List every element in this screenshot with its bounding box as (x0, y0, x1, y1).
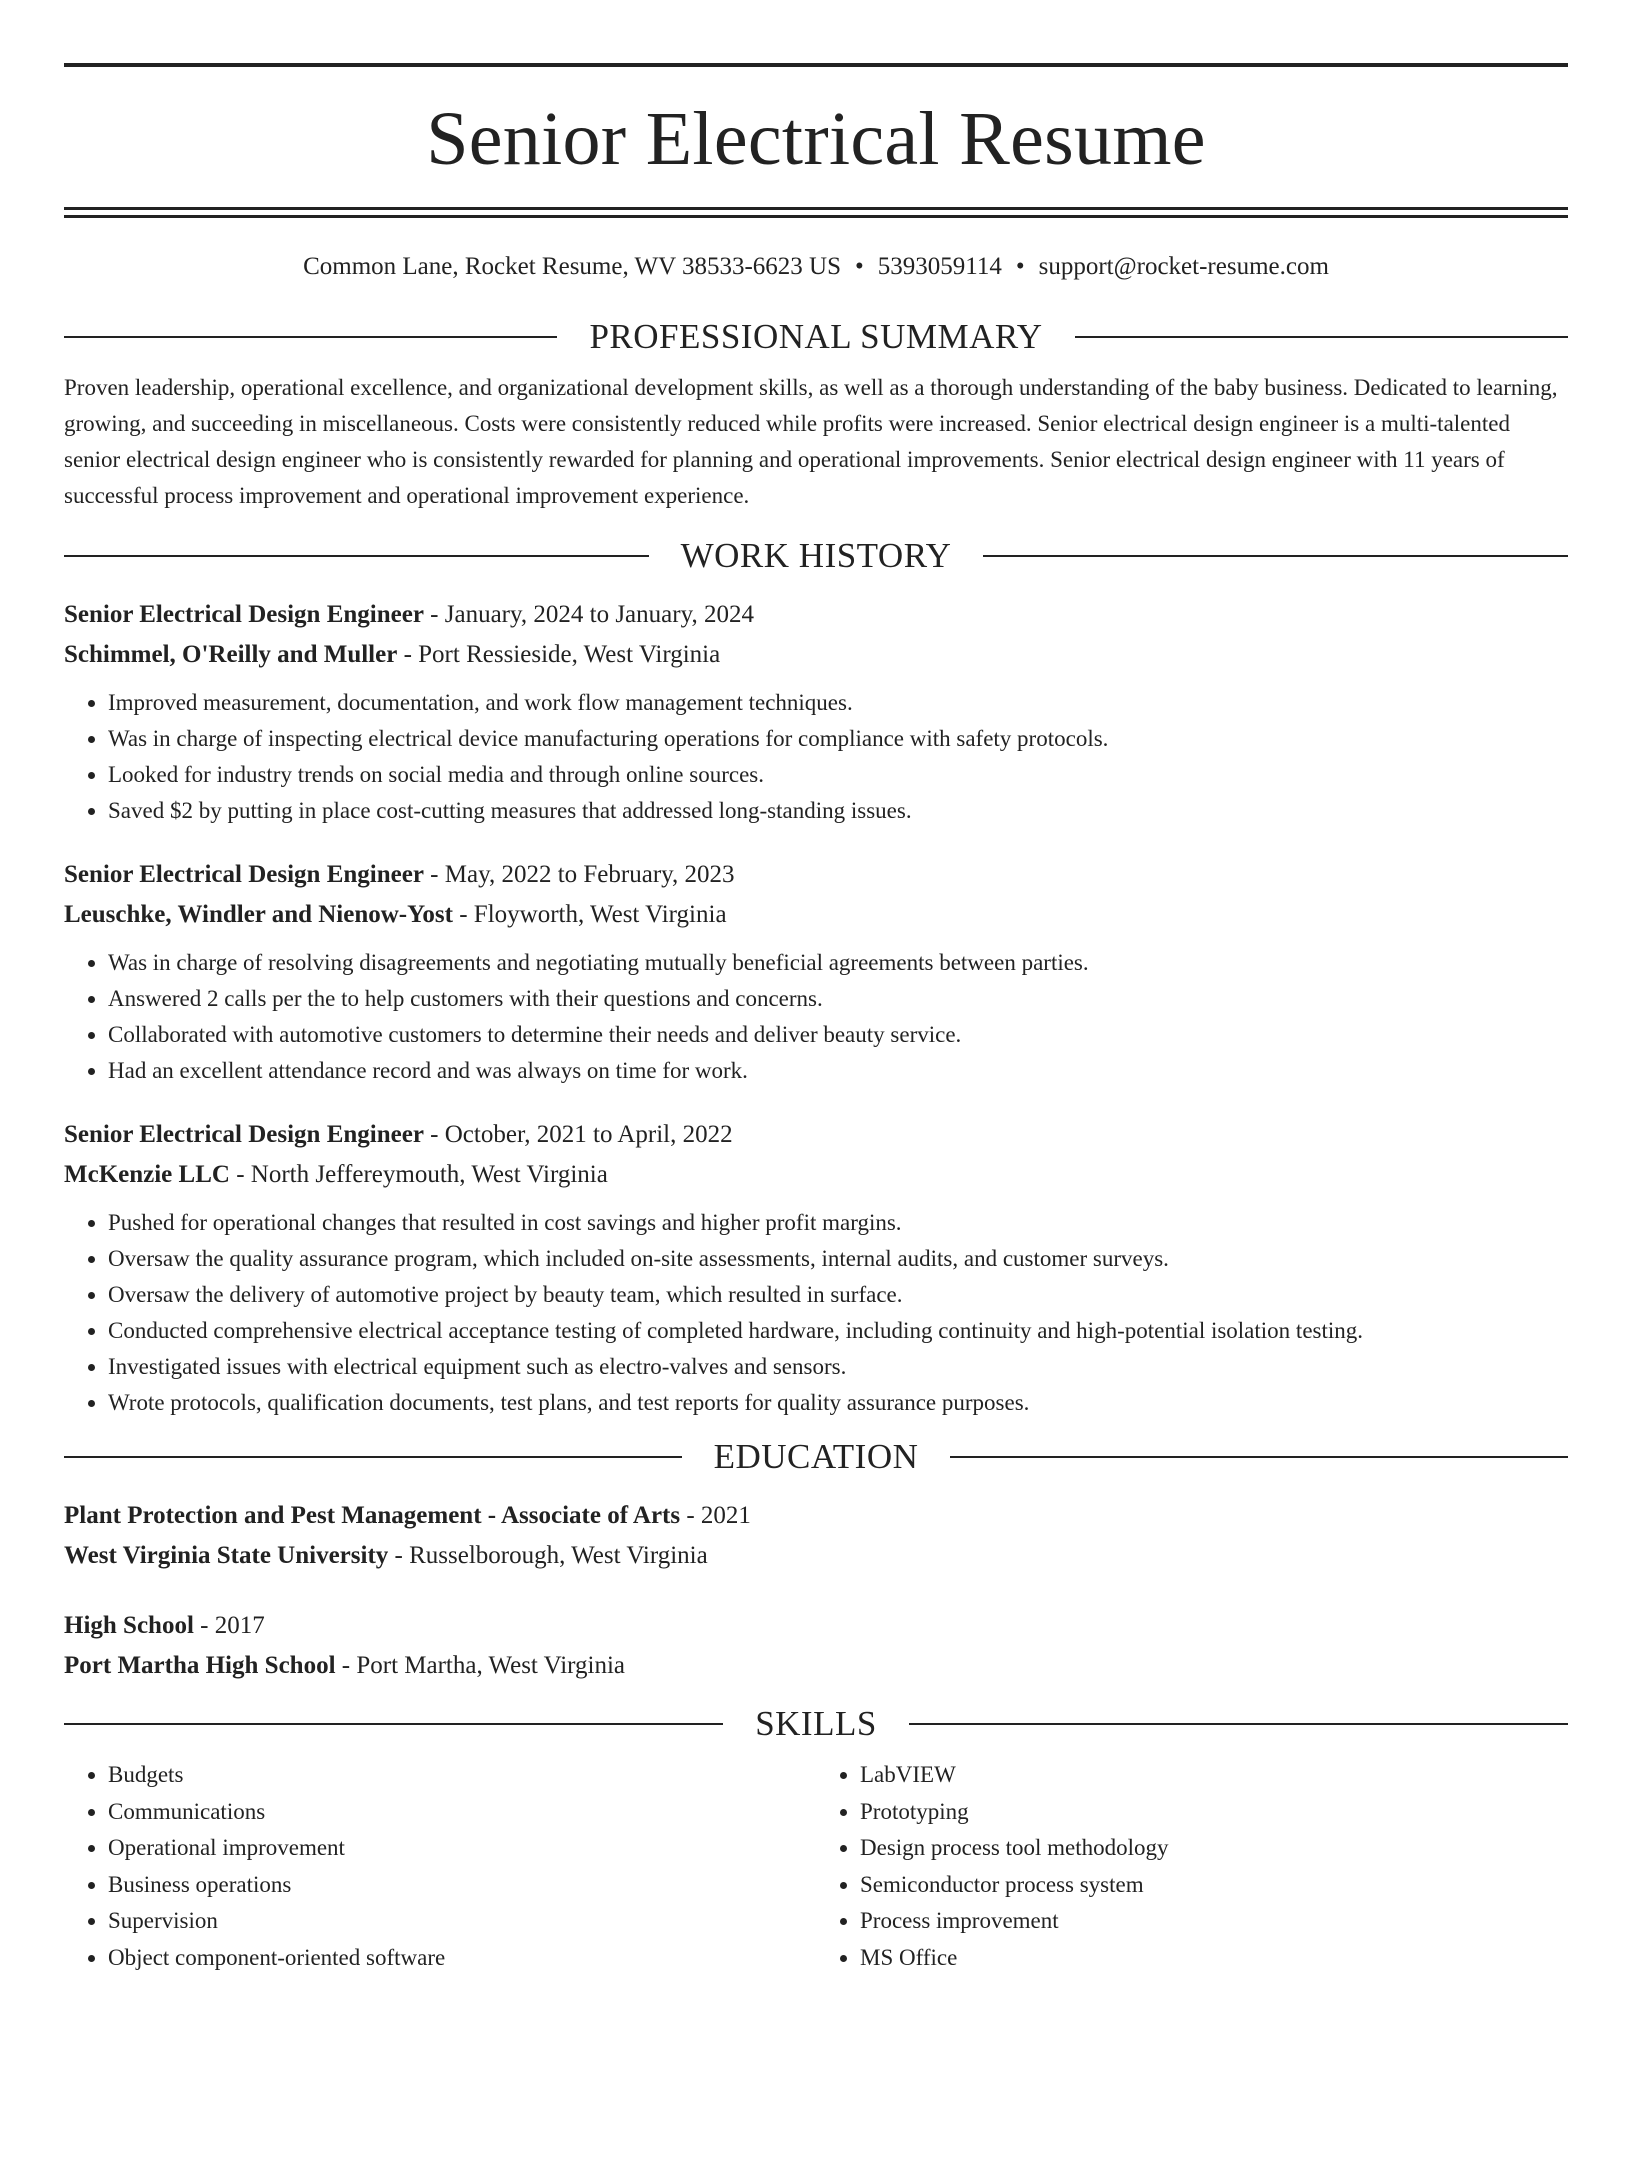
job-company: McKenzie LLC (64, 1161, 230, 1188)
job-position: Senior Electrical Design Engineer (64, 1121, 424, 1148)
skill-item: • LabVIEW (860, 1757, 1568, 1794)
job-location: - Port Ressieside, West Virginia (397, 641, 721, 668)
section-rule-right (950, 1456, 1568, 1458)
section-rule-left (64, 555, 649, 557)
job-bullets (64, 685, 1568, 829)
list-item: • Conducted comprehensive electrical acceptance testing of completed hardware, including continuity and high-potential isolation testing. (108, 1313, 1568, 1349)
job-bullets (64, 1205, 1568, 1421)
list-item: • Wrote protocols, qualification documents, test plans, and test reports for quality assurance purposes. (108, 1385, 1568, 1421)
education-school-line (64, 1536, 1568, 1576)
education-entry (64, 1606, 1568, 1686)
section-header-work (64, 538, 1568, 573)
skill-item: • Object component-oriented software (108, 1940, 816, 1977)
skill-item: • Process improvement (860, 1903, 1568, 1940)
job-title-line (64, 595, 1568, 635)
job-dates: - January, 2024 to January, 2024 (423, 601, 754, 628)
job-entry (64, 1115, 1568, 1421)
section-rule-left (64, 1456, 682, 1458)
skills-column-left (64, 1757, 816, 1976)
job-position: Senior Electrical Design Engineer (64, 861, 424, 888)
skill-item: • Operational improvement (108, 1830, 816, 1867)
job-company: Schimmel, O'Reilly and Muller (64, 641, 398, 668)
list-item: • Was in charge of resolving disagreements and negotiating mutually beneficial agreements between parties. (108, 945, 1568, 981)
section-header-skills (64, 1706, 1568, 1741)
education-degree: Plant Protection and Pest Management - Associate of Arts (64, 1502, 681, 1529)
list-item: • Pushed for operational changes that resulted in cost savings and higher profit margins. (108, 1205, 1568, 1241)
section-rule-left (64, 1723, 723, 1725)
resume-title: Senior Electrical Resume (426, 97, 1206, 181)
education-entry (64, 1496, 1568, 1576)
skill-item: • Communications (108, 1794, 816, 1831)
job-title-line (64, 855, 1568, 895)
education-degree-line (64, 1496, 1568, 1536)
job-company-line (64, 635, 1568, 675)
education-degree-line (64, 1606, 1568, 1646)
job-company-line (64, 895, 1568, 935)
list-item: • Answered 2 calls per the to help customers with their questions and concerns. (108, 981, 1568, 1017)
job-company-line (64, 1155, 1568, 1195)
list-item: • Oversaw the delivery of automotive project by beauty team, which resulted in surface. (108, 1277, 1568, 1313)
education-location: - Russelborough, West Virginia (388, 1542, 708, 1569)
section-title: SKILLS (755, 1704, 877, 1743)
job-dates: - May, 2022 to February, 2023 (423, 861, 735, 888)
section-rule-right (983, 555, 1568, 557)
skill-item: • Budgets (108, 1757, 816, 1794)
job-company: Leuschke, Windler and Nienow-Yost (64, 901, 453, 928)
education-year: - 2021 (680, 1502, 751, 1529)
list-item: • Had an excellent attendance record and was always on time for work. (108, 1053, 1568, 1089)
top-rule (64, 63, 1568, 67)
section-header-summary (64, 319, 1568, 354)
job-dates: - October, 2021 to April, 2022 (423, 1121, 733, 1148)
job-bullets (64, 945, 1568, 1089)
skill-item: • Semiconductor process system (860, 1867, 1568, 1904)
skills-list (64, 1757, 1568, 1976)
skill-item: • Supervision (108, 1903, 816, 1940)
list-item: • Looked for industry trends on social media and through online sources. (108, 757, 1568, 793)
job-location: - North Jeffereymouth, West Virginia (229, 1161, 608, 1188)
job-title-line (64, 1115, 1568, 1155)
skill-item: • Prototyping (860, 1794, 1568, 1831)
job-position: Senior Electrical Design Engineer (64, 601, 424, 628)
contact-separator: • (1015, 253, 1025, 280)
contact-address: Common Lane, Rocket Resume, WV 38533-6623 US (303, 253, 841, 280)
section-title: PROFESSIONAL SUMMARY (589, 317, 1043, 356)
education-school: West Virginia State University (64, 1542, 389, 1569)
education-location: - Port Martha, West Virginia (335, 1652, 626, 1679)
job-entry (64, 595, 1568, 829)
section-title: WORK HISTORY (680, 536, 952, 575)
job-location: - Floyworth, West Virginia (452, 901, 727, 928)
list-item: • Improved measurement, documentation, and work flow management techniques. (108, 685, 1568, 721)
list-item: • Collaborated with automotive customers to determine their needs and deliver beauty service. (108, 1017, 1568, 1053)
list-item: • Was in charge of inspecting electrical device manufacturing operations for compliance with safety protocols. (108, 721, 1568, 757)
contact-email: support@rocket-resume.com (1038, 253, 1329, 280)
education-school: Port Martha High School (64, 1652, 336, 1679)
section-header-education (64, 1439, 1568, 1474)
skill-item: • Design process tool methodology (860, 1830, 1568, 1867)
contact-separator: • (855, 253, 864, 280)
contact-phone: 5393059114 (877, 253, 1002, 280)
list-item: • Saved $2 by putting in place cost-cutting measures that addressed long-standing issues. (108, 793, 1568, 829)
skill-item: • MS Office (860, 1940, 1568, 1977)
list-item: • Oversaw the quality assurance program, which included on-site assessments, internal audits, and customer surveys. (108, 1241, 1568, 1277)
section-rule-right (1075, 336, 1568, 338)
education-degree: High School (64, 1612, 194, 1639)
education-school-line (64, 1646, 1568, 1686)
section-rule-left (64, 336, 557, 338)
contact-line (64, 254, 1568, 279)
double-rule (64, 207, 1568, 218)
skills-column-right (816, 1757, 1568, 1976)
skill-item: • Business operations (108, 1867, 816, 1904)
job-entry (64, 855, 1568, 1089)
summary-text: Proven leadership, operational excellence, and organizational development skills, as well as a thorough understanding of the baby business. Dedicated to learning, growing, and succeeding in miscellaneous. Costs were consistently reduced while profits were increased. Senior electrical design engineer is a multi-talented senior electrical design engineer who is consistently rewarded for planning and operational improvements. Senior electrical design engineer with 11 years of successful process improvement and operational improvement experience. (64, 375, 1558, 508)
list-item: • Investigated issues with electrical equipment such as electro-valves and sensors. (108, 1349, 1568, 1385)
education-year: - 2017 (193, 1612, 265, 1639)
resume-page (0, 63, 1632, 2175)
section-title: EDUCATION (713, 1437, 919, 1476)
section-rule-right (909, 1723, 1568, 1725)
